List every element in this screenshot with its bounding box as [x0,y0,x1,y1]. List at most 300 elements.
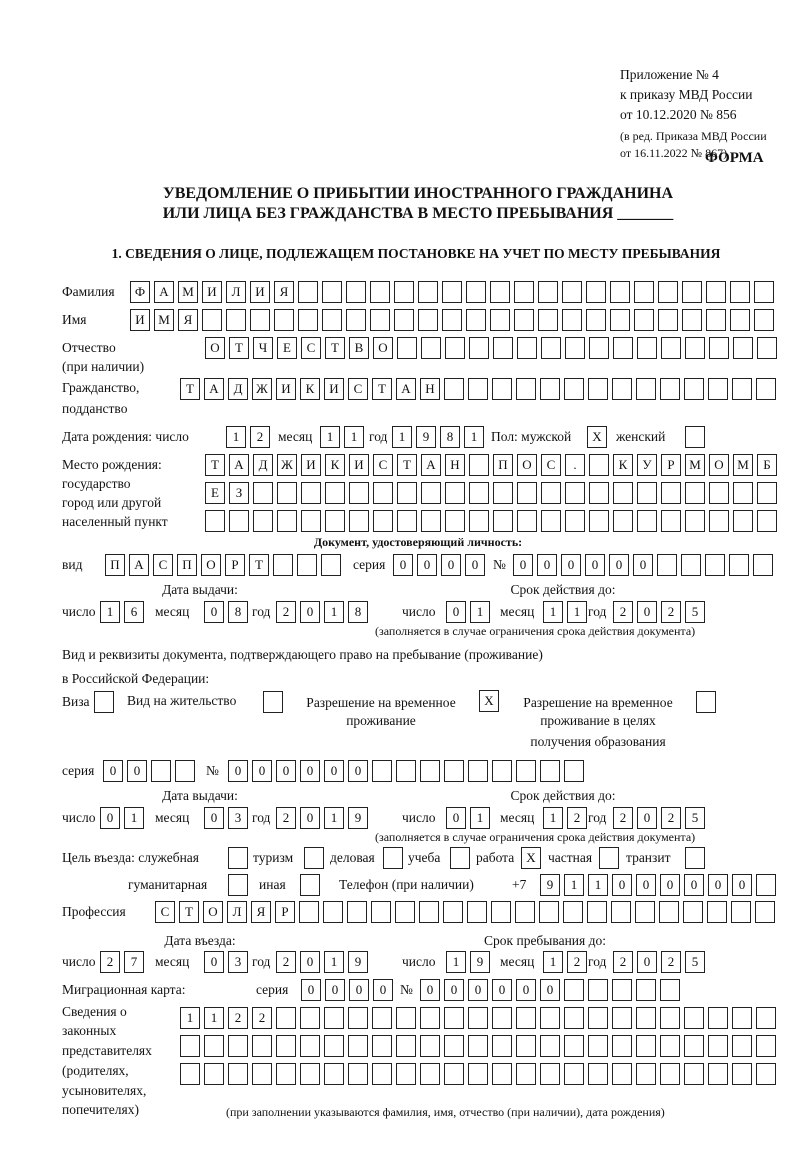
char-cell[interactable]: О [517,454,537,476]
char-cell[interactable]: Ж [252,378,272,400]
char-cell[interactable]: 0 [637,951,657,973]
char-cell[interactable]: 2 [613,807,633,829]
char-cell[interactable] [298,281,318,303]
char-cell[interactable] [538,309,558,331]
char-cell[interactable] [516,1007,536,1029]
char-cell[interactable]: 2 [252,1007,272,1029]
char-cell[interactable] [421,337,441,359]
char-cell[interactable] [636,1035,656,1057]
char-cell[interactable] [685,510,705,532]
name-field[interactable] [130,309,774,331]
char-cell[interactable] [706,309,726,331]
char-cell[interactable] [300,1035,320,1057]
char-cell[interactable] [94,691,114,713]
char-cell[interactable] [564,378,584,400]
char-cell[interactable] [228,1035,248,1057]
char-cell[interactable] [708,1035,728,1057]
char-cell[interactable] [373,482,393,504]
char-cell[interactable] [636,1063,656,1085]
char-cell[interactable] [733,510,753,532]
char-cell[interactable]: 1 [324,601,344,623]
char-cell[interactable] [444,760,464,782]
char-cell[interactable]: 0 [276,760,296,782]
char-cell[interactable]: Ф [130,281,150,303]
char-cell[interactable] [660,979,680,1001]
char-cell[interactable]: 1 [446,951,466,973]
char-cell[interactable]: 0 [441,554,461,576]
char-cell[interactable]: А [154,281,174,303]
char-cell[interactable]: 2 [100,951,120,973]
char-cell[interactable] [370,309,390,331]
stay-issue-month-field[interactable] [204,807,248,829]
char-cell[interactable]: 1 [543,951,563,973]
char-cell[interactable] [300,1063,320,1085]
char-cell[interactable]: 0 [561,554,581,576]
char-cell[interactable] [612,1063,632,1085]
char-cell[interactable] [253,482,273,504]
char-cell[interactable]: С [153,554,173,576]
char-cell[interactable] [304,847,324,869]
representatives-field[interactable] [180,1063,776,1085]
char-cell[interactable] [468,1007,488,1029]
char-cell[interactable]: Я [251,901,271,923]
char-cell[interactable] [466,281,486,303]
char-cell[interactable] [298,309,318,331]
char-cell[interactable] [588,979,608,1001]
char-cell[interactable]: О [205,337,225,359]
char-cell[interactable] [756,378,776,400]
char-cell[interactable] [204,1063,224,1085]
char-cell[interactable] [370,281,390,303]
char-cell[interactable]: 1 [100,601,120,623]
char-cell[interactable] [517,510,537,532]
char-cell[interactable] [514,281,534,303]
char-cell[interactable]: 3 [228,807,248,829]
char-cell[interactable] [180,1035,200,1057]
char-cell[interactable] [684,1007,704,1029]
char-cell[interactable]: М [685,454,705,476]
char-cell[interactable]: 1 [543,807,563,829]
char-cell[interactable] [263,691,283,713]
char-cell[interactable] [175,760,195,782]
char-cell[interactable]: 0 [446,807,466,829]
doc-valid-year-field[interactable] [613,601,705,623]
stay-series-field[interactable] [103,760,195,782]
char-cell[interactable] [682,309,702,331]
char-cell[interactable] [539,901,559,923]
entry-month-field[interactable] [204,951,248,973]
char-cell[interactable] [541,510,561,532]
char-cell[interactable]: 0 [300,951,320,973]
char-cell[interactable]: Д [253,454,273,476]
char-cell[interactable]: 1 [470,601,490,623]
char-cell[interactable] [204,1035,224,1057]
char-cell[interactable] [274,309,294,331]
char-cell[interactable] [708,1007,728,1029]
doc-kind-field[interactable] [105,554,341,576]
char-cell[interactable]: Д [228,378,248,400]
char-cell[interactable] [396,1063,416,1085]
char-cell[interactable]: 2 [567,951,587,973]
char-cell[interactable]: 0 [420,979,440,1001]
until-day-field[interactable] [446,951,490,973]
char-cell[interactable]: 0 [325,979,345,1001]
char-cell[interactable] [588,1035,608,1057]
char-cell[interactable]: 0 [393,554,413,576]
char-cell[interactable] [613,337,633,359]
until-month-field[interactable] [543,951,587,973]
char-cell[interactable] [661,510,681,532]
birthplace-field[interactable] [205,482,777,504]
char-cell[interactable] [371,901,391,923]
char-cell[interactable] [634,309,654,331]
char-cell[interactable]: 1 [324,807,344,829]
char-cell[interactable] [540,760,560,782]
char-cell[interactable]: X [521,847,541,869]
char-cell[interactable]: Ж [277,454,297,476]
char-cell[interactable]: 1 [124,807,144,829]
purpose-study-checkbox[interactable] [450,847,470,869]
char-cell[interactable] [541,337,561,359]
char-cell[interactable] [468,378,488,400]
char-cell[interactable]: 0 [516,979,536,1001]
char-cell[interactable]: 0 [637,807,657,829]
char-cell[interactable] [754,281,774,303]
char-cell[interactable] [348,1035,368,1057]
char-cell[interactable] [683,901,703,923]
doc-number-field[interactable] [513,554,773,576]
char-cell[interactable] [730,281,750,303]
char-cell[interactable] [757,482,777,504]
char-cell[interactable]: 8 [228,601,248,623]
char-cell[interactable] [273,554,293,576]
char-cell[interactable]: 2 [613,951,633,973]
phone-field[interactable] [540,874,776,896]
char-cell[interactable]: 0 [204,951,224,973]
char-cell[interactable] [202,309,222,331]
char-cell[interactable] [586,281,606,303]
char-cell[interactable]: 1 [320,426,340,448]
char-cell[interactable]: Н [445,454,465,476]
char-cell[interactable] [540,378,560,400]
char-cell[interactable] [636,979,656,1001]
char-cell[interactable] [394,309,414,331]
char-cell[interactable] [468,1035,488,1057]
char-cell[interactable]: 8 [440,426,460,448]
char-cell[interactable] [685,482,705,504]
birthplace-field[interactable] [205,510,777,532]
char-cell[interactable] [300,874,320,896]
char-cell[interactable] [397,337,417,359]
char-cell[interactable]: 7 [124,951,144,973]
char-cell[interactable] [299,901,319,923]
purpose-humanitarian-checkbox[interactable] [228,874,248,896]
char-cell[interactable] [444,1063,464,1085]
residence-permit-checkbox[interactable] [263,691,283,713]
char-cell[interactable] [383,847,403,869]
char-cell[interactable]: Т [229,337,249,359]
char-cell[interactable]: 0 [609,554,629,576]
char-cell[interactable]: 0 [540,979,560,1001]
char-cell[interactable] [729,554,749,576]
purpose-other-checkbox[interactable] [300,874,320,896]
char-cell[interactable] [322,309,342,331]
char-cell[interactable]: С [373,454,393,476]
char-cell[interactable] [466,309,486,331]
char-cell[interactable] [634,281,654,303]
char-cell[interactable]: К [300,378,320,400]
char-cell[interactable] [564,1007,584,1029]
surname-field[interactable] [130,281,774,303]
char-cell[interactable] [373,510,393,532]
char-cell[interactable] [610,309,630,331]
char-cell[interactable] [420,1035,440,1057]
char-cell[interactable] [685,847,705,869]
char-cell[interactable] [732,1035,752,1057]
char-cell[interactable]: Р [225,554,245,576]
char-cell[interactable] [229,510,249,532]
char-cell[interactable] [492,1007,512,1029]
char-cell[interactable] [586,309,606,331]
char-cell[interactable]: 1 [470,807,490,829]
char-cell[interactable] [469,337,489,359]
char-cell[interactable]: П [105,554,125,576]
char-cell[interactable] [515,901,535,923]
char-cell[interactable]: 0 [708,874,728,896]
char-cell[interactable] [696,691,716,713]
char-cell[interactable]: 0 [465,554,485,576]
char-cell[interactable] [709,482,729,504]
char-cell[interactable] [706,281,726,303]
char-cell[interactable] [492,1063,512,1085]
char-cell[interactable] [733,482,753,504]
purpose-business-checkbox[interactable] [383,847,403,869]
char-cell[interactable] [730,309,750,331]
char-cell[interactable] [589,510,609,532]
char-cell[interactable]: 2 [250,426,270,448]
char-cell[interactable] [301,510,321,532]
char-cell[interactable] [493,510,513,532]
char-cell[interactable] [684,378,704,400]
char-cell[interactable]: 1 [464,426,484,448]
char-cell[interactable] [635,901,655,923]
char-cell[interactable] [325,510,345,532]
char-cell[interactable] [658,281,678,303]
char-cell[interactable] [397,510,417,532]
patronymic-field[interactable] [205,337,777,359]
char-cell[interactable] [709,337,729,359]
char-cell[interactable] [228,1063,248,1085]
char-cell[interactable]: . [565,454,585,476]
char-cell[interactable] [587,901,607,923]
char-cell[interactable]: 0 [348,760,368,782]
char-cell[interactable]: 0 [373,979,393,1001]
char-cell[interactable]: 0 [103,760,123,782]
char-cell[interactable] [660,1007,680,1029]
char-cell[interactable]: 2 [661,951,681,973]
char-cell[interactable] [565,482,585,504]
char-cell[interactable] [324,1035,344,1057]
char-cell[interactable]: 0 [585,554,605,576]
char-cell[interactable] [469,510,489,532]
char-cell[interactable] [276,1007,296,1029]
char-cell[interactable] [517,482,537,504]
char-cell[interactable]: 8 [348,601,368,623]
char-cell[interactable]: Т [179,901,199,923]
char-cell[interactable]: Т [205,454,225,476]
char-cell[interactable] [228,847,248,869]
char-cell[interactable]: М [154,309,174,331]
char-cell[interactable] [564,979,584,1001]
char-cell[interactable] [588,1007,608,1029]
char-cell[interactable] [396,760,416,782]
entry-day-field[interactable] [100,951,144,973]
char-cell[interactable] [599,847,619,869]
stay-number-field[interactable] [228,760,584,782]
char-cell[interactable]: 2 [567,807,587,829]
char-cell[interactable]: 0 [537,554,557,576]
char-cell[interactable] [732,1063,752,1085]
char-cell[interactable] [755,901,775,923]
char-cell[interactable]: 0 [660,874,680,896]
char-cell[interactable] [348,1007,368,1029]
char-cell[interactable] [252,1063,272,1085]
char-cell[interactable] [685,337,705,359]
char-cell[interactable]: 0 [468,979,488,1001]
doc-issue-month-field[interactable] [204,601,248,623]
char-cell[interactable] [562,309,582,331]
char-cell[interactable] [324,1063,344,1085]
char-cell[interactable] [492,760,512,782]
char-cell[interactable]: 0 [636,874,656,896]
char-cell[interactable]: О [201,554,221,576]
doc-issue-day-field[interactable] [100,601,144,623]
char-cell[interactable] [684,1035,704,1057]
migration-number-field[interactable] [420,979,680,1001]
char-cell[interactable]: 5 [685,807,705,829]
char-cell[interactable] [250,309,270,331]
char-cell[interactable] [468,760,488,782]
char-cell[interactable]: Т [325,337,345,359]
char-cell[interactable] [516,1035,536,1057]
char-cell[interactable]: В [349,337,369,359]
char-cell[interactable] [444,1035,464,1057]
char-cell[interactable]: 2 [276,807,296,829]
char-cell[interactable] [277,482,297,504]
char-cell[interactable] [450,847,470,869]
char-cell[interactable]: 0 [417,554,437,576]
char-cell[interactable] [661,482,681,504]
char-cell[interactable] [418,281,438,303]
char-cell[interactable] [705,554,725,576]
char-cell[interactable] [396,1035,416,1057]
char-cell[interactable] [419,901,439,923]
char-cell[interactable]: О [373,337,393,359]
char-cell[interactable] [443,901,463,923]
char-cell[interactable]: Л [226,281,246,303]
char-cell[interactable]: 0 [300,760,320,782]
char-cell[interactable] [347,901,367,923]
purpose-service-checkbox[interactable] [228,847,248,869]
char-cell[interactable]: Т [249,554,269,576]
doc-series-field[interactable] [393,554,485,576]
birth-year-field[interactable] [392,426,484,448]
char-cell[interactable] [469,482,489,504]
profession-field[interactable] [155,901,775,923]
char-cell[interactable] [396,1007,416,1029]
char-cell[interactable]: 0 [252,760,272,782]
char-cell[interactable] [756,1063,776,1085]
char-cell[interactable] [323,901,343,923]
char-cell[interactable]: Т [180,378,200,400]
migration-series-field[interactable] [301,979,393,1001]
char-cell[interactable] [346,281,366,303]
char-cell[interactable] [492,1035,512,1057]
char-cell[interactable]: 0 [349,979,369,1001]
char-cell[interactable] [445,510,465,532]
char-cell[interactable] [659,901,679,923]
birthplace-field[interactable] [205,454,777,476]
char-cell[interactable] [467,901,487,923]
char-cell[interactable]: 2 [276,601,296,623]
char-cell[interactable]: 0 [612,874,632,896]
char-cell[interactable]: 9 [348,951,368,973]
purpose-work-checkbox[interactable] [521,847,541,869]
char-cell[interactable]: 0 [324,760,344,782]
char-cell[interactable]: X [587,426,607,448]
char-cell[interactable] [420,760,440,782]
char-cell[interactable]: 0 [228,760,248,782]
purpose-private-checkbox[interactable] [599,847,619,869]
char-cell[interactable] [516,760,536,782]
stay-issue-day-field[interactable] [100,807,144,829]
char-cell[interactable] [300,1007,320,1029]
char-cell[interactable] [445,337,465,359]
char-cell[interactable] [562,281,582,303]
char-cell[interactable] [517,337,537,359]
char-cell[interactable]: 0 [300,807,320,829]
char-cell[interactable]: Т [372,378,392,400]
char-cell[interactable] [228,874,248,896]
char-cell[interactable]: 9 [416,426,436,448]
char-cell[interactable] [180,1063,200,1085]
char-cell[interactable] [564,1035,584,1057]
char-cell[interactable] [349,482,369,504]
char-cell[interactable]: С [155,901,175,923]
char-cell[interactable] [613,482,633,504]
char-cell[interactable] [372,1035,392,1057]
char-cell[interactable] [564,1063,584,1085]
char-cell[interactable] [321,554,341,576]
char-cell[interactable]: С [541,454,561,476]
char-cell[interactable] [661,337,681,359]
char-cell[interactable] [395,901,415,923]
entry-year-field[interactable] [276,951,368,973]
char-cell[interactable] [540,1035,560,1057]
char-cell[interactable] [637,337,657,359]
representatives-field[interactable] [180,1007,776,1029]
char-cell[interactable] [612,1035,632,1057]
char-cell[interactable] [565,337,585,359]
until-year-field[interactable] [613,951,705,973]
char-cell[interactable]: 0 [492,979,512,1001]
char-cell[interactable] [491,901,511,923]
char-cell[interactable]: З [229,482,249,504]
char-cell[interactable] [516,378,536,400]
char-cell[interactable]: 0 [684,874,704,896]
char-cell[interactable]: 0 [633,554,653,576]
char-cell[interactable]: И [250,281,270,303]
